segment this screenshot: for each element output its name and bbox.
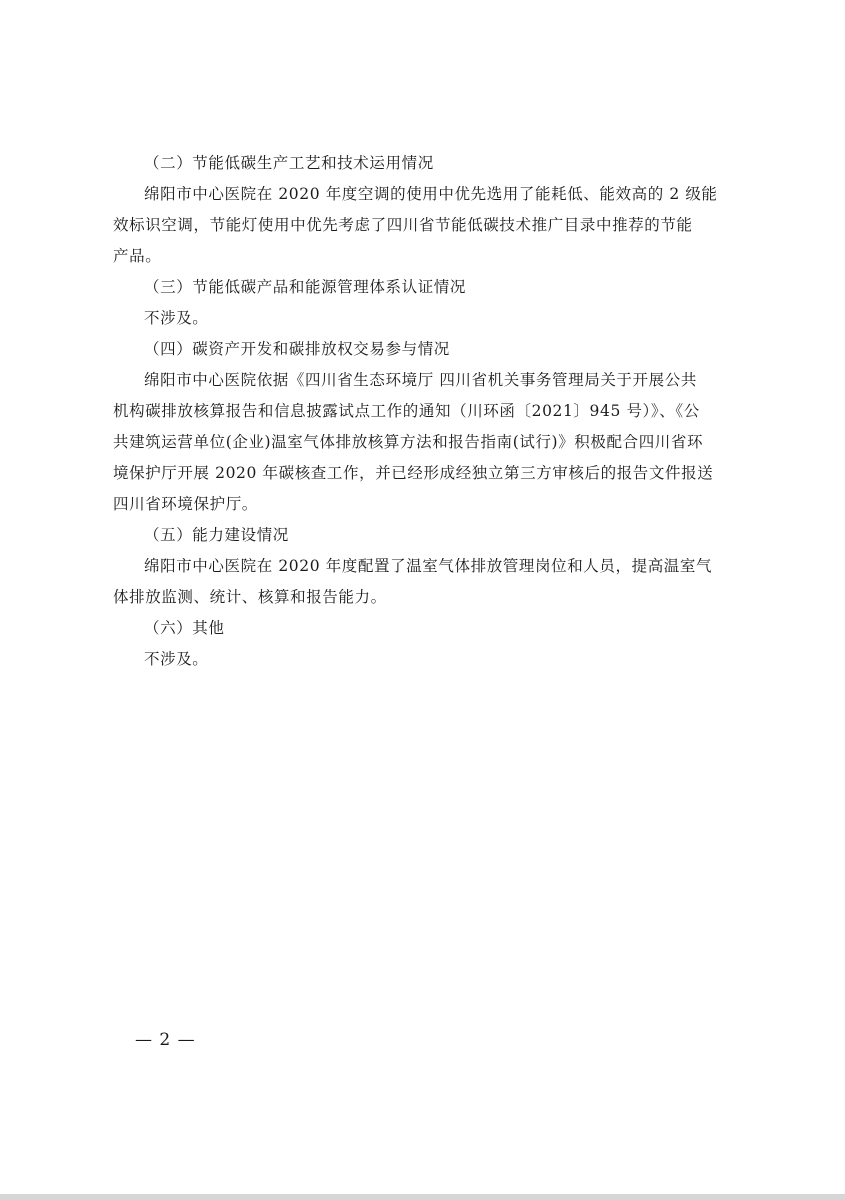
paragraph-line: 绵阳市中心医院在 2020 年度配置了温室气体排放管理岗位和人员，提高温室气 [144, 557, 713, 575]
paragraph-line: 不涉及。 [144, 650, 209, 668]
paragraph-line: 体排放监测、统计、核算和报告能力。 [113, 588, 387, 606]
paragraph-line: 机构碳排放核算报告和信息披露试点工作的通知（川环函〔2021〕945 号）》、《公 [113, 402, 700, 420]
section-heading-6: （六）其他 [144, 619, 225, 637]
paragraph-line: 四川省环境保护厅。 [113, 495, 258, 513]
document-body [113, 148, 735, 675]
paragraph-line: 效标识空调，节能灯使用中优先考虑了四川省节能低碳技术推广目录中推荐的节能 [113, 216, 693, 234]
page-bottom-divider [0, 1194, 845, 1200]
section-heading-5: （五）能力建设情况 [144, 526, 289, 544]
section-heading-2: （二）节能低碳生产工艺和技术运用情况 [144, 154, 434, 172]
paragraph-line: 产品。 [113, 247, 162, 265]
paragraph-line: 共建筑运营单位(企业)温室气体排放核算方法和报告指南(试行)》积极配合四川省环 [113, 433, 704, 451]
paragraph-line: 绵阳市中心医院依据《四川省生态环境厅 四川省机关事务管理局关于开展公共 [144, 371, 697, 389]
paragraph-line: 不涉及。 [144, 309, 209, 327]
paragraph-line: 境保护厅开展 2020 年碳核查工作，并已经形成经独立第三方审核后的报告文件报送 [113, 464, 714, 482]
section-heading-3: （三）节能低碳产品和能源管理体系认证情况 [144, 278, 467, 296]
page-number: — 2 — [135, 1030, 196, 1050]
paragraph-line: 绵阳市中心医院在 2020 年度空调的使用中优先选用了能耗低、能效高的 2 级能 [144, 185, 718, 203]
section-heading-4: （四）碳资产开发和碳排放权交易参与情况 [144, 340, 450, 358]
